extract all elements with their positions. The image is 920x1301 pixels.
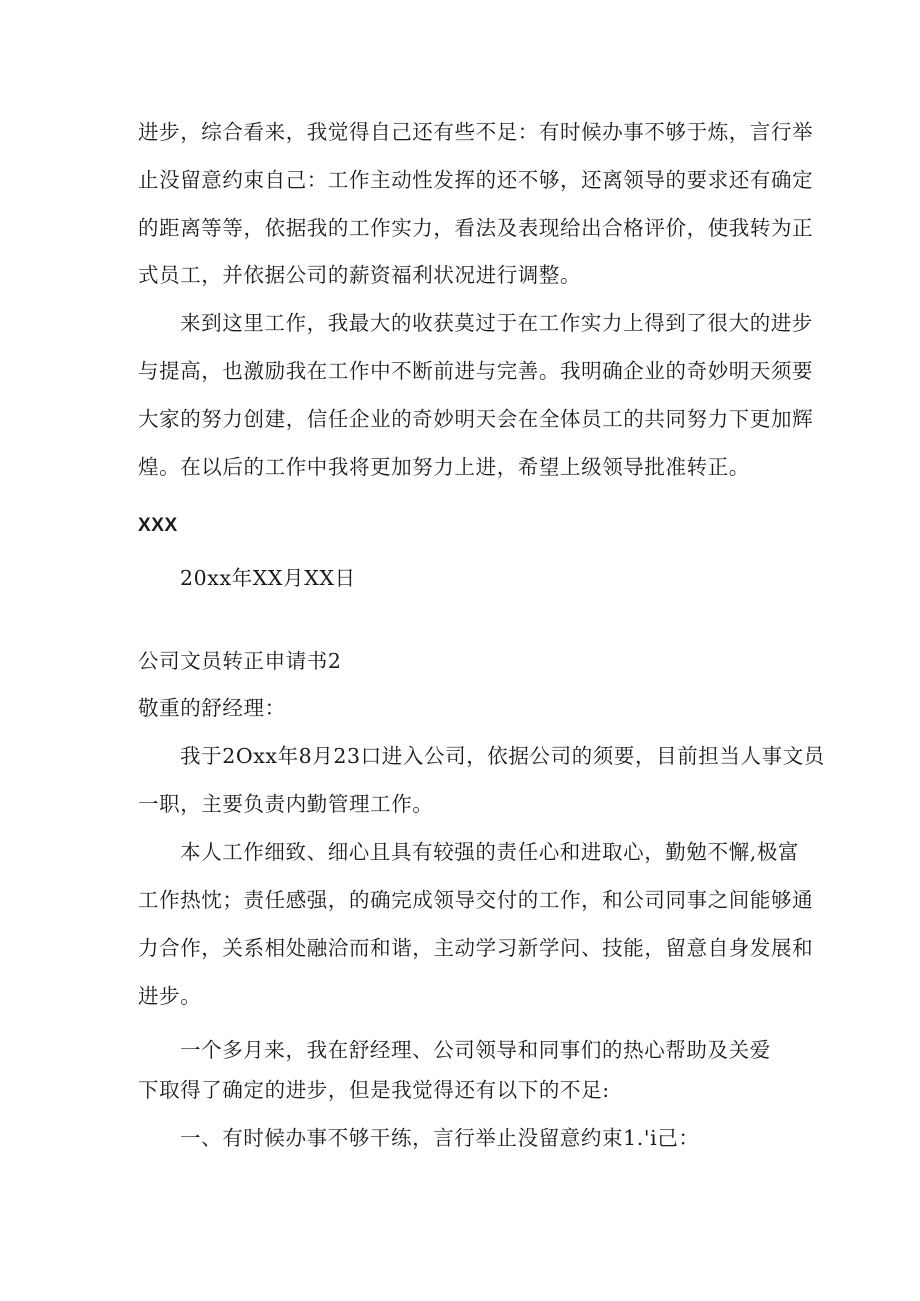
paragraph-line: 一个多月来，我在舒经理、公司领导和同事们的热心帮助及关爱 [180,1038,771,1062]
paragraph-line: 煌。在以后的工作中我将更加努力上进，希望上级领导批准转正。 [138,455,750,479]
paragraph-line: 力合作，关系相处融洽而和谐，主动学习新学问、技能，留意自身发展和 [138,936,814,960]
paragraph-line: 来到这里工作，我最大的收获莫过于在工作实力上得到了很大的进步 [180,311,813,335]
paragraph-line: 我于2Oxx年8月23口进入公司，依据公司的须要，目前担当人事文员 [180,744,825,768]
paragraph-line: 式员工，并依据公司的薪资福利状况进行调整。 [138,263,582,287]
greeting: 敬重的舒经理： [138,696,286,720]
paragraph-line: 的距离等等，依据我的工作实力，看法及表现给出合格评价，使我转为正 [138,216,814,240]
paragraph-line: 止没留意约束自己：工作主动性发挥的还不够，还离领导的要求还有确定 [138,168,814,192]
list-item: 一、有时候办事不够干练，言行举止没留意约束1.'i己： [180,1126,700,1150]
signature-date: 20xx年XX月XX日 [180,566,356,590]
paragraph-line: 与提高，也激励我在工作中不断前进与完善。我明确企业的奇妙明天须要 [138,359,814,383]
signature-name: XXX [138,515,178,536]
paragraph-line: 一职，主要负责内勤管理工作。 [138,792,434,816]
paragraph-line: 大家的努力创建，信任企业的奇妙明天会在全体员工的共同努力下更加辉 [138,407,814,431]
paragraph-line: 本人工作细致、细心且具有较强的责任心和进取心，勤勉不懈,极富 [180,840,800,864]
paragraph-line: 下取得了确定的进步，但是我觉得还有以下的不足: [138,1078,610,1102]
document-title: 公司文员转正申请书2 [138,649,342,673]
paragraph-line: 进步。 [138,984,202,1008]
paragraph-line: 工作热忱；责任感强，的确完成领导交付的工作，和公司同事之间能够通 [138,888,814,912]
paragraph-line: 进步，综合看来，我觉得自己还有些不足：有时候办事不够于炼，言行举 [138,120,814,144]
